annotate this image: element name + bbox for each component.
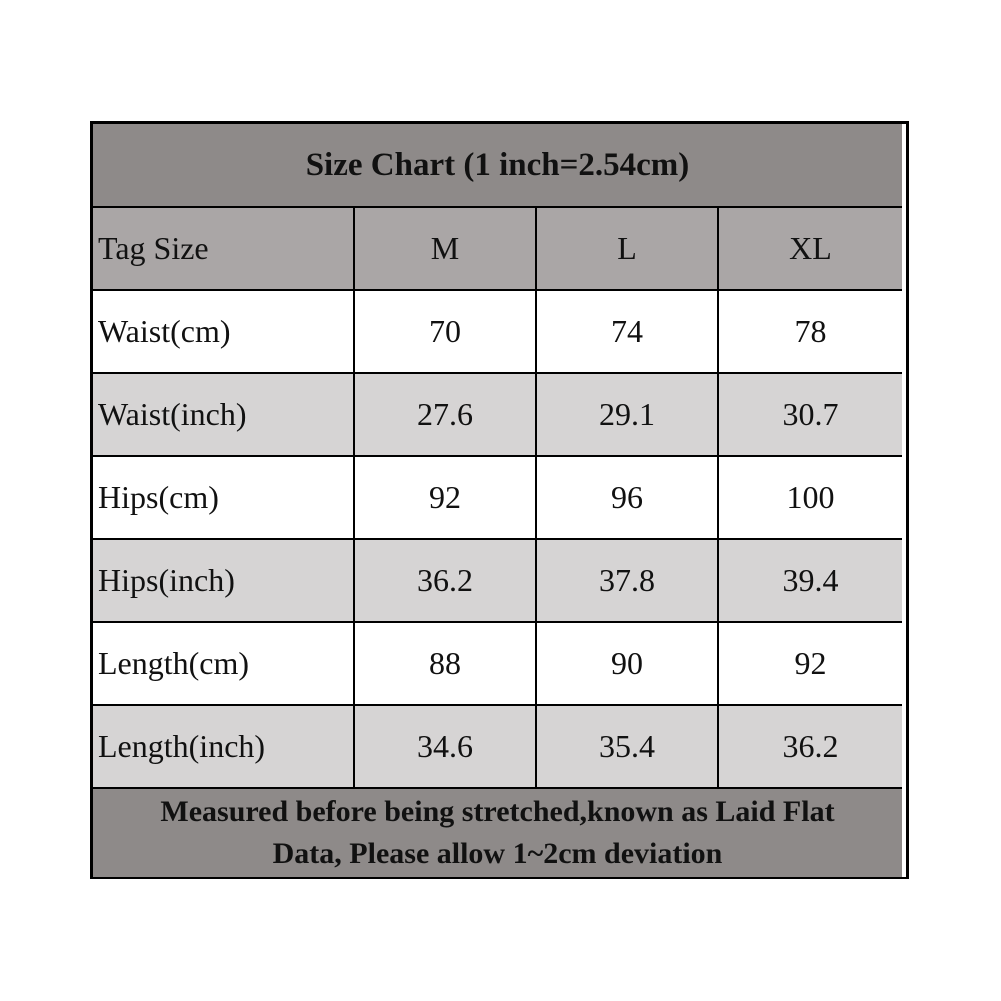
table-cell: 70 [355,291,537,374]
table-cell: 90 [537,623,719,706]
measurement-note-line-1: Measured before being stretched,known as Laid Flat [160,795,835,828]
size-chart-grid [93,124,902,877]
measurement-note [93,789,902,877]
table-cell: 78 [719,291,902,374]
table-cell: 37.8 [537,540,719,623]
table-cell: 30.7 [719,374,902,457]
table-cell: 92 [355,457,537,540]
size-chart [90,121,909,879]
row-label-hips-cm: Hips(cm) [93,457,355,540]
row-label-waist-inch: Waist(inch) [93,374,355,457]
table-cell: 96 [537,457,719,540]
size-chart-title: Size Chart (1 inch=2.54cm) [93,124,902,208]
table-cell: 35.4 [537,706,719,789]
table-cell: 36.2 [719,706,902,789]
row-label-length-cm: Length(cm) [93,623,355,706]
table-cell: 36.2 [355,540,537,623]
table-cell: 29.1 [537,374,719,457]
size-m-header: M [355,208,537,291]
row-label-waist-cm: Waist(cm) [93,291,355,374]
table-cell: 100 [719,457,902,540]
row-label-hips-inch: Hips(inch) [93,540,355,623]
table-cell: 88 [355,623,537,706]
tag-size-header: Tag Size [93,208,355,291]
table-cell: 39.4 [719,540,902,623]
table-cell: 74 [537,291,719,374]
table-cell: 34.6 [355,706,537,789]
size-l-header: L [537,208,719,291]
table-cell: 92 [719,623,902,706]
measurement-note-line-2: Data, Please allow 1~2cm deviation [272,837,723,870]
row-label-length-inch: Length(inch) [93,706,355,789]
size-xl-header: XL [719,208,902,291]
table-cell: 27.6 [355,374,537,457]
